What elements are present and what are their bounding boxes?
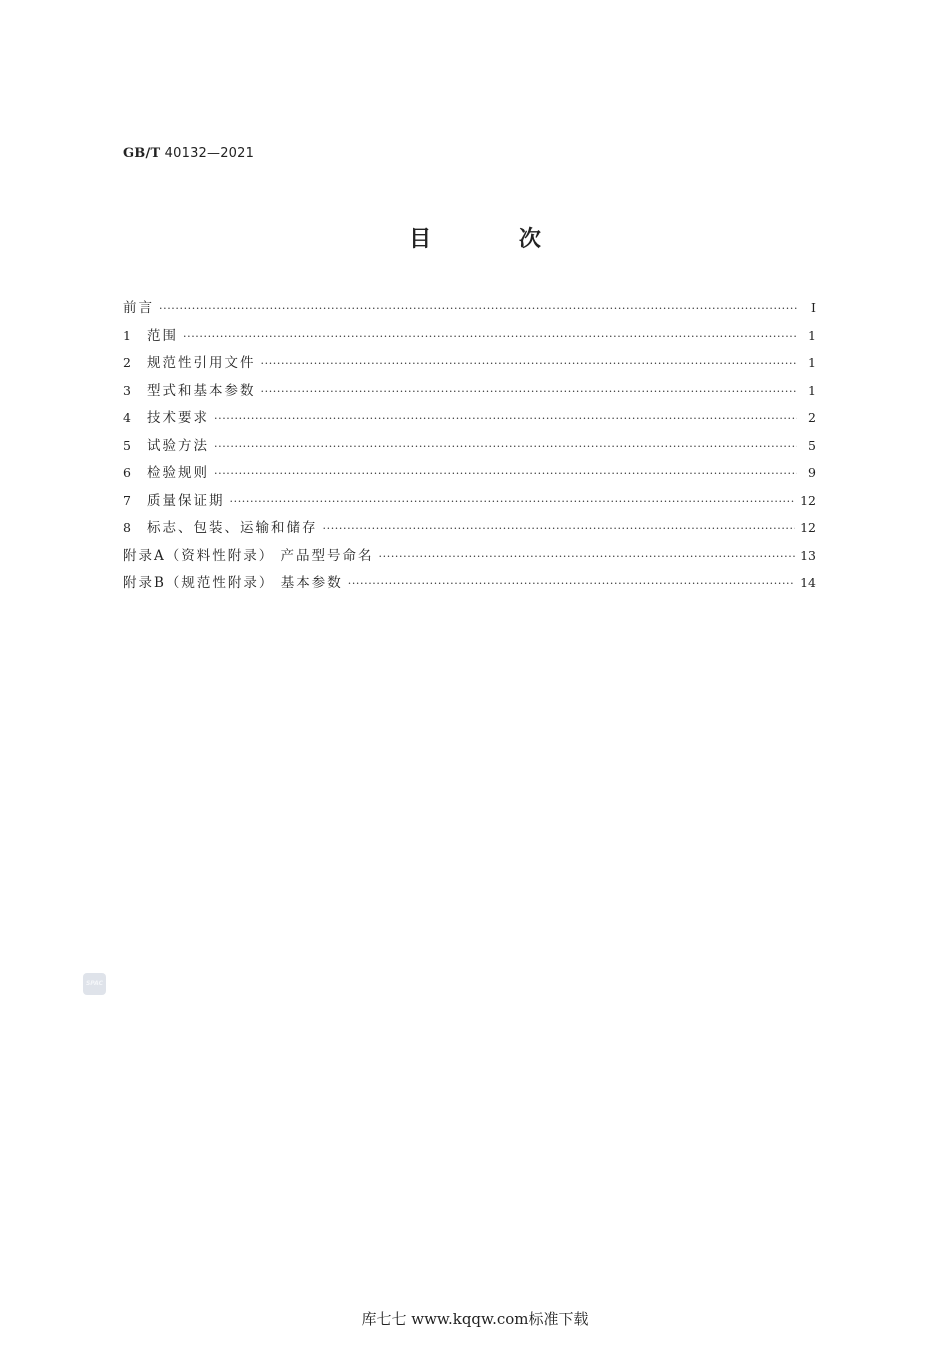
toc-entry-page: 9: [808, 465, 816, 480]
spac-stamp-logo: [83, 973, 106, 995]
standard-prefix: GB/T: [123, 146, 161, 161]
toc-entry-label: 质量保证期: [147, 492, 225, 509]
toc-entry-page: 12: [800, 520, 816, 535]
stamp-text: SPAC: [85, 980, 104, 987]
toc-entry-label: 范围: [147, 327, 178, 344]
toc-entry-page: 1: [808, 355, 816, 370]
toc-entry-appendix-a[interactable]: [123, 544, 816, 572]
toc-leader-dots: [323, 522, 796, 535]
toc-leader-dots: [379, 550, 796, 563]
toc-entry-label: 技术要求: [147, 410, 209, 426]
toc-entry-number: 8: [123, 520, 131, 535]
toc-entry-page: 12: [800, 492, 816, 508]
toc-entry-1[interactable]: [123, 324, 816, 352]
toc-entry-page: 5: [808, 437, 816, 453]
toc-entry-appendix-b[interactable]: [123, 571, 816, 599]
toc-leader-dots: [348, 577, 795, 590]
table-of-contents: [123, 296, 816, 599]
toc-entry-number: 4: [123, 410, 131, 425]
toc-entry-page: Ⅰ: [811, 300, 816, 315]
toc-entry-page: 13: [800, 547, 816, 563]
toc-leader-dots: [183, 330, 797, 343]
toc-entry-number: 2: [123, 355, 131, 370]
toc-entry-label: 前言: [123, 300, 154, 316]
toc-leader-dots: [214, 467, 797, 480]
toc-leader-dots: [159, 302, 797, 315]
toc-entry-number: 5: [123, 437, 131, 453]
toc-entry-number: 1: [123, 327, 131, 343]
toc-entry-label: 附录A（资料性附录） 产品型号命名: [123, 547, 374, 564]
standard-number: 40132—2021: [164, 146, 255, 161]
toc-entry-label: 试验方法: [147, 437, 209, 454]
toc-entry-label: 规范性引用文件: [147, 355, 256, 371]
toc-leader-dots: [214, 412, 797, 425]
toc-leader-dots: [261, 385, 798, 398]
toc-entry-label: 型式和基本参数: [147, 382, 256, 399]
toc-leader-dots: [261, 357, 798, 370]
toc-entry-page: 14: [800, 575, 816, 590]
toc-entry-number: 7: [123, 492, 131, 508]
toc-entry-7[interactable]: [123, 489, 816, 517]
toc-entry-page: 1: [808, 382, 816, 398]
toc-entry-number: 6: [123, 465, 131, 480]
toc-entry-4[interactable]: [123, 406, 816, 434]
toc-title: 目 次: [409, 227, 581, 252]
toc-entry-2[interactable]: [123, 351, 816, 379]
toc-entry-8[interactable]: [123, 516, 816, 544]
toc-leader-dots: [230, 495, 796, 508]
toc-entry-label: 标志、包装、运输和储存: [147, 520, 318, 536]
toc-entry-6[interactable]: [123, 461, 816, 489]
toc-entry-page: 1: [808, 327, 816, 343]
toc-entry-3[interactable]: [123, 379, 816, 407]
toc-entry-5[interactable]: [123, 434, 816, 462]
toc-leader-dots: [214, 440, 797, 453]
toc-entry-label: 附录B（规范性附录） 基本参数: [123, 575, 343, 591]
toc-entry-page: 2: [808, 410, 816, 425]
standard-code: [123, 146, 254, 161]
footer-watermark: 库七七 www.kqqw.com标准下载: [361, 1310, 589, 1328]
toc-entry-foreword[interactable]: [123, 296, 816, 324]
toc-entry-label: 检验规则: [147, 465, 209, 481]
toc-entry-number: 3: [123, 382, 131, 398]
